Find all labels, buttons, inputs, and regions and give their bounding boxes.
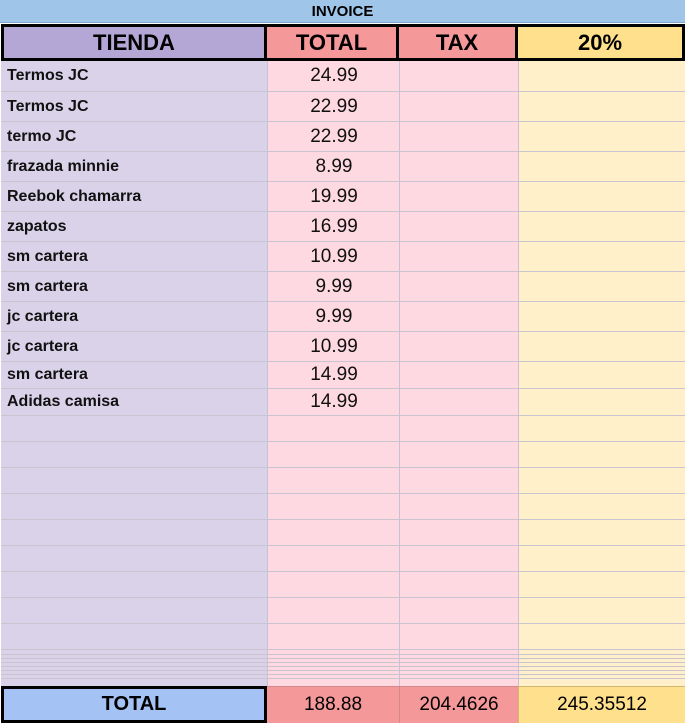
table-row[interactable] xyxy=(1,212,685,242)
hidden-rows-line xyxy=(1,678,685,681)
item-total[interactable]: 9.99 xyxy=(315,276,353,297)
table-row[interactable] xyxy=(1,272,685,302)
empty-row[interactable] xyxy=(1,572,685,598)
invoice-title[interactable]: INVOICE xyxy=(0,0,685,23)
item-total[interactable]: 16.99 xyxy=(310,216,358,237)
footer-20-percent-value[interactable]: 245.35512 xyxy=(518,686,685,723)
item-name[interactable]: frazada minnie xyxy=(7,158,120,175)
item-name[interactable]: Termos JC xyxy=(7,98,89,115)
item-name[interactable]: Reebok chamarra xyxy=(7,188,142,205)
table-row[interactable] xyxy=(1,182,685,212)
empty-row[interactable] xyxy=(1,598,685,624)
empty-row[interactable] xyxy=(1,468,685,494)
header-20-percent[interactable]: 20% xyxy=(518,24,685,61)
hidden-rows-line xyxy=(1,674,685,677)
table-row[interactable] xyxy=(1,302,685,332)
item-name[interactable]: sm cartera xyxy=(7,366,88,383)
empty-row[interactable] xyxy=(1,442,685,468)
item-total[interactable]: 8.99 xyxy=(315,156,353,177)
item-name[interactable]: Adidas camisa xyxy=(7,393,120,410)
item-name[interactable]: sm cartera xyxy=(7,248,88,265)
item-name[interactable]: termo JC xyxy=(7,128,77,145)
hidden-rows-line xyxy=(1,654,685,657)
table-row[interactable] xyxy=(1,92,685,122)
hidden-rows-line xyxy=(1,662,685,665)
item-name[interactable]: sm cartera xyxy=(7,278,88,295)
item-total[interactable]: 19.99 xyxy=(310,186,358,207)
empty-row[interactable] xyxy=(1,416,685,442)
item-total[interactable]: 14.99 xyxy=(310,391,358,412)
table-row[interactable] xyxy=(1,61,685,92)
empty-row[interactable] xyxy=(1,494,685,520)
header-tax[interactable]: TAX xyxy=(399,24,518,61)
table-row[interactable] xyxy=(1,389,685,416)
header-total[interactable]: TOTAL xyxy=(267,24,399,61)
footer-total-value[interactable]: 188.88 xyxy=(267,686,399,723)
table-row[interactable] xyxy=(1,242,685,272)
item-name[interactable]: jc cartera xyxy=(7,338,79,355)
item-name[interactable]: jc cartera xyxy=(7,308,79,325)
item-total[interactable]: 9.99 xyxy=(315,306,353,327)
item-total[interactable]: 14.99 xyxy=(310,364,358,385)
hidden-rows-line xyxy=(1,658,685,661)
footer-row xyxy=(0,686,685,723)
table-row[interactable] xyxy=(1,362,685,389)
item-total[interactable]: 24.99 xyxy=(310,65,358,86)
empty-row[interactable] xyxy=(1,624,685,650)
footer-total-label[interactable]: TOTAL xyxy=(1,686,267,723)
item-total[interactable]: 22.99 xyxy=(310,126,358,147)
table-row[interactable] xyxy=(1,122,685,152)
item-name[interactable]: Termos JC xyxy=(7,67,89,84)
item-name[interactable]: zapatos xyxy=(7,218,67,235)
table-row[interactable] xyxy=(1,332,685,362)
item-total[interactable]: 10.99 xyxy=(310,246,358,267)
hidden-rows-line xyxy=(1,666,685,669)
item-total[interactable]: 10.99 xyxy=(310,336,358,357)
item-total[interactable]: 22.99 xyxy=(310,96,358,117)
empty-row[interactable] xyxy=(1,520,685,546)
table-row[interactable] xyxy=(1,152,685,182)
header-tienda[interactable]: TIENDA xyxy=(1,24,267,61)
empty-row[interactable] xyxy=(1,546,685,572)
hidden-rows-line xyxy=(1,670,685,673)
footer-tax-value[interactable]: 204.4626 xyxy=(399,686,518,723)
